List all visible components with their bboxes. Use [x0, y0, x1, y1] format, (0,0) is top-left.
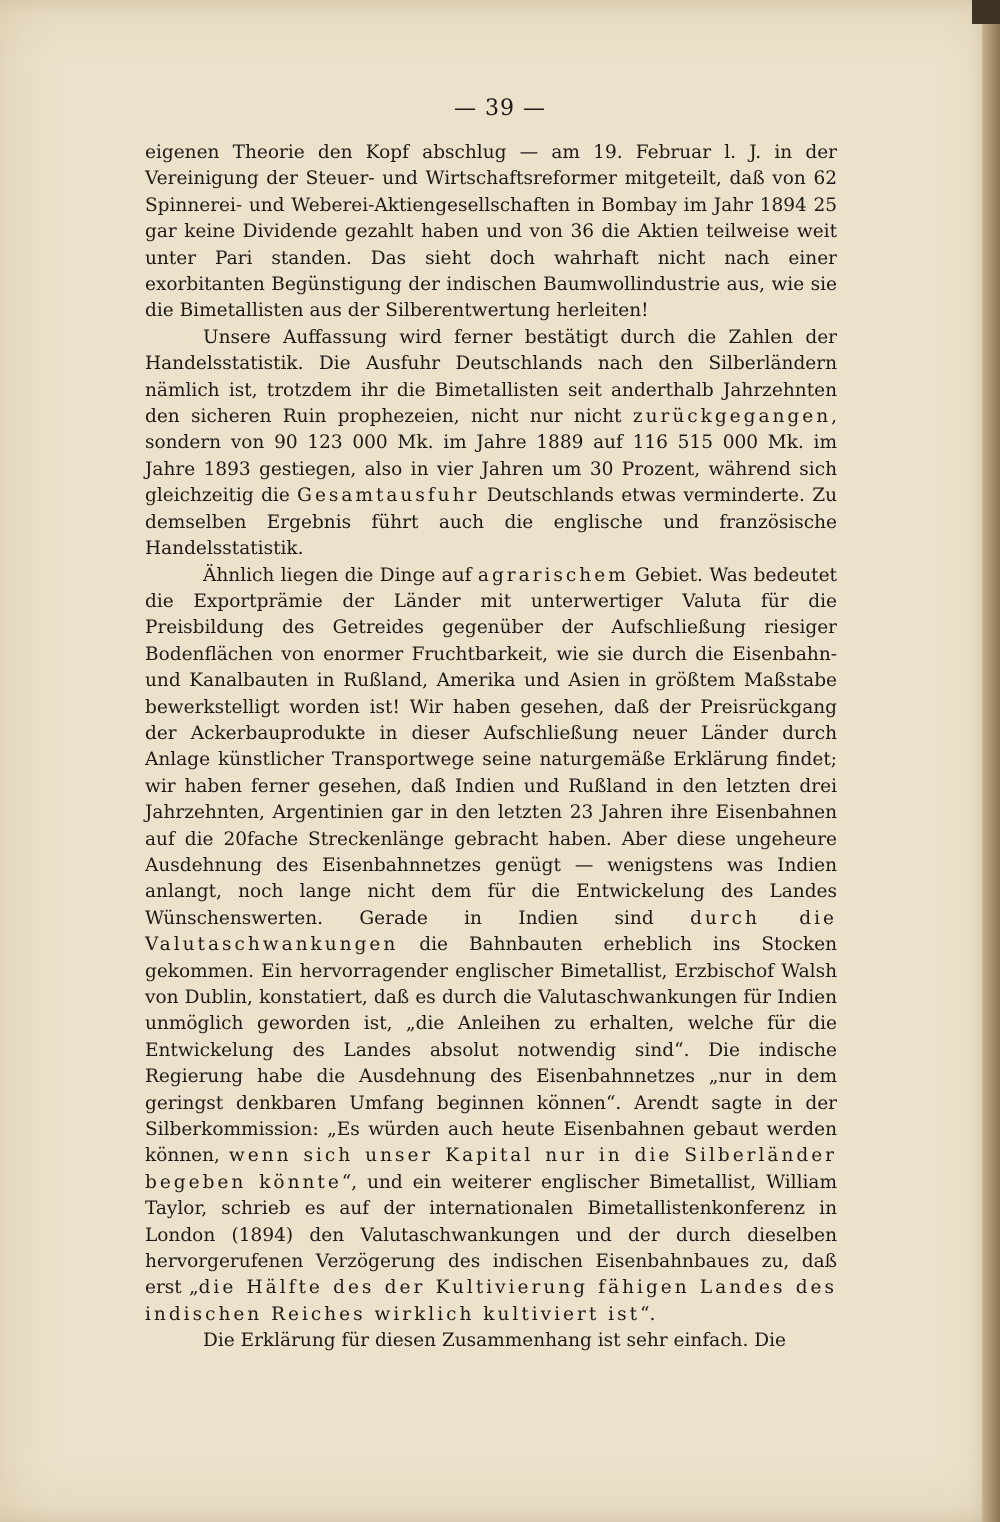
- text-run: eigenen Theorie den Kopf abschlug — am 19. Februar l. J. in der Vereinigung der Steuer- und Wirtschaftsreformer mitgeteilt, daß von 62 Spinnerei- und Weberei-Aktiengesellschaften in Bombay im Jahr 1894 25 gar keine Dividende gezahlt haben und von 36 die Aktien teilweise weit unter Pari standen. Das sieht doch wahrhaft nicht nach einer exorbitanten Begünstigung der indischen Baumwollindustrie aus, wie sie die Bimetallisten aus der Silberentwertung herleiten!: [145, 142, 837, 322]
- paragraph: [145, 325, 837, 563]
- text-run: “, und ein weiterer englischer Bimetallist, William Taylor, schrieb es auf der internationalen Bimetallistenkonferenz in London (1894) den Valutaschwankungen und der durch dieselben hervorgerufenen Verzögerung des indischen Eisenbahnbaues zu, daß erst „: [145, 1171, 837, 1299]
- spaced-emphasis-text: wenn sich unser Kapital nur in die Silberländer begeben könnte: [145, 1145, 837, 1193]
- text-run: die Bahnbauten erheblich ins Stocken gekommen. Ein hervorragender englischer Bimetallist, Erzbischof Walsh von Dublin, konstatiert, daß es durch die Valutaschwankungen für Indien unmöglich geworden ist, „die Anleihen zu erhalten, welche für die Entwickelung des Landes absolut notwendig sind“. Die indische Regierung habe die Ausdehnung des Eisenbahnnetzes „nur in dem geringst denkbaren Umfang beginnen können“. Arendt sagte in der Silberkommission: „Es würden auch heute Eisenbahnen gebaut werden können,: [145, 934, 837, 1167]
- page-edge-shadow: [982, 0, 1000, 1522]
- page-corner: [972, 0, 1000, 24]
- paragraph: [145, 140, 837, 325]
- text-run: “.: [640, 1303, 656, 1325]
- text-run: , sondern von 90 123 000 Mk. im Jahre 1889 auf 116 515 000 Mk. im Jahre 1893 gestiegen, also in vier Jahren um 30 Prozent, während sich gleichzeitig die: [145, 406, 837, 507]
- text-run: Deutschlands etwas verminderte. Zu demselben Ergebnis führt auch die englische und französische Handelsstatistik.: [145, 485, 837, 560]
- spaced-emphasis-text: agrarischem: [477, 564, 629, 586]
- page-number: — 39 —: [454, 96, 546, 121]
- text-run: Unsere Auffassung wird ferner bestätigt durch die Zahlen der Handelsstatistik. Die Ausfuhr Deutschlands nach den Silberländern nämlich ist, trotzdem ihr die Bimetallisten seit anderthalb Jahrzehnten den sicheren Ruin prophezeien, nicht nur nicht: [145, 326, 837, 428]
- spaced-emphasis-text: durch die Valutaschwankungen: [145, 907, 838, 956]
- text-run: Gebiet. Was bedeutet die Exportprämie der Länder mit unterwertiger Valuta für die Preisbildung des Getreides gegenüber der Aufschließung riesiger Bodenflächen von enormer Fruchtbarkeit, wie sie durch die Eisenbahn- und Kanalbauten in Rußland, Amerika und Asien in größtem Maßstabe bewerkstelligt worden ist! Wir haben gesehen, daß der Preisrückgang der Ackerbauprodukte in dieser Aufschließung neuer Länder durch Anlage künstlicher Transportwege seine naturgemäße Erklärung findet; wir haben ferner gesehen, daß Indien und Rußland in den letzten drei Jahrzehnten, Argentinien gar in den letzten 23 Jahren ihre Eisenbahnen auf die 20fache Streckenlänge gebracht haben. Aber diese ungeheure Ausdehnung des Eisenbahnnetzes genügt — wenigstens was Indien anlangt, noch lange nicht dem für die Entwickelung des Landes Wünschenswerten. Gerade in Indien sind: [145, 564, 837, 929]
- text-run: Ähnlich liegen die Dinge auf: [203, 564, 478, 586]
- spaced-emphasis-text: zurückgegangen: [632, 406, 832, 428]
- spaced-emphasis-text: Gesamtausfuhr: [297, 485, 480, 507]
- body-text: [145, 140, 837, 1355]
- spaced-emphasis-text: die Hälfte des der Kultivierung fähigen Landes des indischen Reiches wirklich kultiviert ist: [145, 1277, 837, 1325]
- text-run: Die Erklärung für diesen Zusammenhang ist sehr einfach. Die: [203, 1330, 786, 1352]
- paragraph: [145, 563, 837, 1329]
- paragraph: [145, 1328, 837, 1354]
